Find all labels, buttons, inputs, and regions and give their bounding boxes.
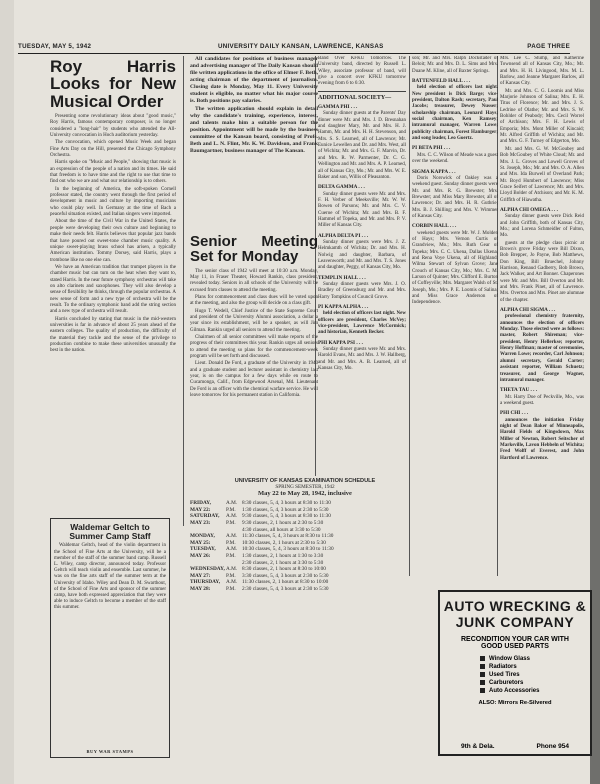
schedule-day: MAY 25:	[190, 539, 211, 546]
article-paragraph: Mr. and Mrs. G. W. McGoubey and Bob McGoubey of White Cloud; Mr. and Mrs. J. L. Groves and Lowell Groves of St. Joseph, Mo.; Mr. and Mrs. O. A. Allen and Mrs. Ida Burwell of Overland Park; Mr. Boyd Humbert of Lawrence; Miss Grace Seifert of Lawrence; Mr. and Mrs. Lloyd Bolder of Atchison; and Mr. K. M. Griffith of Hiawatha.	[500, 146, 584, 203]
schedule-ap: A.M.	[226, 579, 238, 586]
article-paragraph: Sunday dinner guests were Dick Reid and John Griffith, both of Kansas City, Mo.; and Lorena Schmeidler of Fulton, Mo.	[500, 214, 584, 239]
group-heading: ALPHA DELTA PI . . .	[318, 232, 369, 239]
schedule-day: WEDNESDAY,	[190, 566, 225, 573]
article-paragraph: weekend guests were Mr. W. J. Molden of Hays; Mrs. Vernon Curtis of Grandview, Mo.; Mrs. Ruth Gear of Topeka; Mrs. C. C. Ukena, Dallas Ukena, and Rena Voye Ukena, all of Highland; Wilma Stewart of Sylvan Grove; Jane Crouch of Kansas City, Mo.; Mrs. C. M. Larson of Quinter; Mrs. Clifford E. Burton of Coffeyville; Mrs. Margaret Walsh of St. Joseph, Mo.; Mrs. P. E. Loomis of Salina; and Miss Grace Anderson of Independence.	[412, 230, 498, 306]
schedule-row	[190, 553, 420, 560]
ad-subtitle: GOOD USED PARTS	[481, 643, 549, 650]
schedule-row	[190, 573, 420, 580]
article-paragraph: professional chemistry fraternity, announces the election of officers Monday. Those elected were as follows: master, Robert Shireman; vice-president, Henry Hellerkse; reporter, Henry Hoffman; master of ceremonies, Warren Lowe; recorder, Carl Johnson; alumni secretary, Gerald Carter; assistant reporter, William Schuetz; treasurer, and George Wagner, intramural manager.	[500, 314, 584, 383]
schedule-row	[190, 507, 420, 514]
schedule-text: 1:30 classes, 5, 4, 3 hours at 2:30 to 5:30	[242, 506, 329, 513]
schedule-ap	[226, 527, 242, 534]
article-paragraph: held election of officers last night. New president is Dick Barge; vice-president, Dalton Rash; secretary, Paul Jacobs; treasurer, Dewey Nusser; scholarship chairman, Leonard Hays; social chairman, Ken Ramsey; intramural manager, Warren Lowe; publicity chairman, Forest Hamburger; and song leader, Leo Goertz.	[412, 85, 498, 142]
geltch-boxed-article	[50, 518, 170, 758]
schedule-ap: A.M.	[226, 546, 238, 553]
divider	[318, 91, 406, 92]
bullet-square-icon	[480, 688, 485, 693]
article-paragraph: Sunday dinner guests were Mr. and Mrs. F. H. Verber of Meeksville; Mr. W. W. Bowen of Parsons; Mr. and Mrs. C. V. Cueroe of Wichita; Mr. and Mrs. B. F. Hammel of Topeka, and Mr. and Mrs. P. V. Miller of Kansas City.	[318, 191, 406, 229]
schedule-day: MONDAY,	[190, 533, 215, 540]
schedule-dates: May 22 to May 28, 1942, inclusive	[258, 489, 352, 497]
society-column-3	[500, 56, 584, 616]
schedule-day: MAY 22:	[190, 506, 211, 513]
bullet-square-icon	[480, 656, 485, 661]
schedule-ap: P.M.	[226, 539, 236, 546]
ad-item: Carburetors	[480, 680, 590, 686]
schedule-row	[190, 579, 420, 586]
schedule-text: 9:30 classes, 2, 1 hours at 2:30 to 5:30	[242, 519, 324, 526]
group-heading: ALPHA CHI OMEGA . . .	[500, 206, 558, 213]
senior-meeting-headline: Senior Meeting Set for Monday	[190, 233, 318, 266]
ad-footer	[440, 743, 590, 750]
article-paragraph: Sunday dinner guests were Mr. and Mrs. Harold Evans, Mr. and Mrs. J. W. Hallberg, and Mr. and Mrs. A. B. Learned, all of Kansas City, Mo.	[318, 347, 406, 372]
ad-phone: Phone 954	[536, 743, 570, 750]
folio-page-number: PAGE THREE	[527, 43, 570, 50]
article-paragraph: Mr. and Mrs. C. G. Loomis and Miss Marjorie Johnson of Salina; Mrs. E. H. Titus of Florence; Mr. and Mrs. J. S. Ledrine of Olathe; Mr. and Mrs. S. W. Bohlder of Peabody; Mrs. Cecil Worrel of Archison; Mrs. F. H. Lewis of Emporia; Mrs. Mont Miller of Kincaid; Mr. Alfred Griffith of Wichita; and Mr. and Mrs. G. F. Turney of Edgerton, Mo.	[500, 88, 584, 145]
schedule-day	[190, 560, 226, 567]
schedule-text: 3:30 classes, 5, 4, 3 hours at 2:30 to 5:30	[242, 572, 329, 579]
schedule-text: 11:30 classes, 5, 4, 3 hours at 8:30 to 11:30	[242, 533, 334, 540]
group-heading: CORBIN HALL . . .	[412, 223, 457, 230]
senior-meeting-article	[190, 232, 318, 480]
article-paragraph: Waldemar Geltch, head of the violin department in the School of Fine Arts at the University, will be a member of the staff of the summer band camp. Russell L. Wiley, camp director, announced today. Professor Geltch will teach violin and ensemble. Last summer, he was on the fine arts staff of the summer term at the University of Idaho. Wiley and Dean D. M. Swarthout, of the School of Fine Arts and sponsor of the summer camp, have both expressed appreciation that they were able to induce Geltch to become a member of the staff this summer.	[54, 543, 166, 611]
article-paragraph: Mrs. Lee C. Stump, and Katherine Townsend all of Kansas City, Mo.; Mr. and Mrs. H. H. Livingood, Mrs. M. L. Barlow, and Jeanne Margaret Barlow, all of Kansas City.	[500, 56, 584, 87]
article-paragraph: son; Mr. and Mrs. Ralph Dockstader of Beloit; Mr. and Mrs. D. L. Sims and Mrs. Duane M. Kline, all of Baxter Springs.	[412, 56, 498, 74]
article-paragraph: Doris Norswick of Oakley was a weekend guest. Sunday dinner guests were Mr. and Mrs. R. G. Brewster; Mrs. Brewster; and Miss Mary Brewster, all of Lawrence; Dr. and Mrs. H. R. Guthrie; Mrs. B. J. Shilling; and Mrs. V. Wimmer of Kansas City.	[412, 175, 498, 219]
schedule-ap: P.M.	[226, 552, 236, 559]
schedule-row	[190, 586, 420, 593]
schedule-semester: SPRING SEMESTER, 1942	[275, 484, 335, 490]
schedule-row	[190, 566, 420, 573]
schedule-text: 11:30 classes, 2, 1 hours at 8:30 to 10:00	[242, 579, 329, 586]
schedule-ap: P.M.	[226, 506, 236, 513]
column-rule	[183, 56, 184, 526]
group-heading: ALPHA CHI SIGMA . . .	[500, 307, 556, 314]
group-heading: SIGMA KAPPA . . .	[412, 168, 456, 175]
article-paragraph: In the beginning of America, the soft-spoken Cornell professor stated, the country went through the first period of development in music and culture by importing musicians who could play well. In Germany at the time of Bach a peaceful situation existed, and Italian singers were imported.	[50, 186, 176, 218]
bullet-square-icon	[480, 664, 485, 669]
schedule-day: MAY 27:	[190, 572, 211, 579]
article-paragraph: All candidates for positions of business manager and advertising manager of The Daily Kansan should file written applications in the office of Elmer F. Beth, acting chairman of the department of journalism. Closing date is Monday, May 11. Every University student is eligible, no matter what his major course is. Both positions pay salaries.	[190, 56, 318, 104]
article-paragraph: held election of officers last night. New officers are president, Charles McVey; vice-president, Lawrence McCormick; and historian, Kenneth Becker.	[318, 311, 406, 336]
schedule-ap: P.M.	[226, 519, 236, 526]
schedule-row	[190, 540, 420, 547]
schedule-text: 8:30 classes, 2, 1 hours at 8:30 to 10:00	[242, 566, 326, 573]
group-heading: PHI KAPPA PSI . . .	[318, 339, 363, 346]
ad-subtitle: RECONDITION YOUR CAR WITH	[461, 636, 569, 643]
article-paragraph: Band Over KFKU Tomorrow. The University band, directed by Russell L. Wiley, associate professor of band, will give a concert over KFKU tomorrow evening from 6 to 6:30.	[318, 56, 406, 87]
article-paragraph: Lieut. Donald De Ford, a graduate of the University in 1940 and a graduate student and lecturer assistant in chemistry last year, is on the campus for a few days while en route to Cucamonga, Calif., from Edgewood Arsenal, Md. Lieutenant De Ford is an officer with the chemical warfare service. He will leave tomorrow for his permanent station in California.	[190, 361, 318, 399]
ad-also-line: ALSO: Mirrors Re-Silvered	[478, 700, 552, 707]
bullet-square-icon	[480, 672, 485, 677]
schedule-text: 8:30 classes, 5, 4, 3 hours at 8:30 to 11:30	[242, 500, 331, 507]
auto-wrecking-ad	[438, 590, 592, 756]
war-stamps-line: BUY WAR STAMPS	[86, 748, 134, 754]
ad-item: Radiators	[480, 664, 590, 670]
schedule-row	[190, 513, 420, 520]
group-heading: THETA TAU . . .	[500, 387, 538, 394]
article-paragraph: Presenting some revolutionary ideas about "good music," Roy Harris, famous contemporary composer, is no longer considered a "long-hair" by students who attended the All-University convocation in Hoch auditorium yesterday.	[50, 113, 176, 139]
article-paragraph: Plans for commencement and class dues will be voted upon at the meeting, and also the group will decide on a class gift.	[190, 294, 318, 307]
group-heading: GAMMA PHI . . .	[318, 104, 358, 111]
schedule-day	[190, 527, 226, 534]
article-paragraph: guests at the pledge class picnic at Brown's grove Friday were Bill Dixon, Bob Brepper, Jo Payne, Bob Matthews, Don King, Bill Bruechel, Johnny Harrison, Renaud Gadberry, Bob Brown, Jack Walker, and Art Bonner. Chaperones were Mr. and Mrs. Bill Overton and Mr. and Mrs. Frank Pinet, all of Lawrence. Mrs. Overton and Mrs. Pinet are alumnae of the chapter.	[500, 240, 584, 303]
article-paragraph: Mrs. C. C. Wilson of Meade was a guest over the weekend.	[412, 152, 498, 165]
article-paragraph: We have an American tradition that trumpet players in the chamber music but can turn on the heat when they want to, stated Harris. In the near future symphony orchestras will take on alto clarinets and saxophones. They will also develop a sense of flexibility he thinks, through the popular orchestras. A new sense of form and a new type of orchestra will be the result. To the ordinary symphonic band add the string section and a new type of orchestra will result.	[50, 264, 176, 315]
article-paragraph: announces the initiation Friday night of Dean Baker of Minneapolis, Harold Fields of Kingsdown, Max Miller of Newton, Robert Seitscher of Marksville, Lavon Hebbeln of Wichita; Fred Wolff of Everest, and John Hartford of Lawrence.	[500, 417, 584, 461]
schedule-row	[190, 560, 420, 567]
schedule-ap: A.M.	[226, 533, 238, 540]
article-paragraph: Mr. Harry Doe of Peckville, Mo., was a weekend guest.	[500, 394, 584, 406]
schedule-ap	[226, 560, 242, 567]
group-heading: DELTA GAMMA . . .	[318, 184, 365, 191]
article-paragraph: Harris concluded by stating that music in the mid-western universities is far in advance of about 25 years ahead of the eastern colleges. The quality of production, the difficulty of the material they tackle and the sense of the privilege to production combine to make these universities unusually the best in the nation.	[50, 316, 176, 354]
article-paragraph: About the time of the Civil War in the United States, the people were developing their own culture and beginning to make their needs felt. Harris believes that popular jazz bands that have poured out sweet-tone chamber music quality. A unique sweet-playing brass school has arisen, a typically American institution. Tommy Dorsey, said Harris, plays a trombone like no one else can.	[50, 219, 176, 263]
schedule-text: 1:30 classes, 2, 1 hours at 1:30 to 3:30	[242, 552, 324, 559]
article-paragraph: Hugo T. Wedell, Chief Justice of the State Supreme Court and president of the University Alumni association, a dollar a year since its establishment, will be a speaker, as will Jim Gilman. Rankin urged all seniors to attend the meeting.	[190, 308, 318, 333]
schedule-row	[190, 546, 420, 553]
group-heading: TEMPLIN HALL . . .	[318, 274, 366, 281]
ad-item: Auto Accessories	[480, 688, 590, 694]
schedule-row	[190, 527, 420, 534]
schedule-day: MAY 23:	[190, 519, 211, 526]
group-heading: PI KAPPA ALPHA . . .	[318, 304, 369, 311]
schedule-text: 2:30 classes, 5, 4, 3 hours at 2:30 to 5:30	[242, 585, 329, 592]
article-paragraph: Chairmen of all senior committees will make reports of the progress of their committees this year. Rankin urges all seniors to attend the meeting so plans for the commencement-week program will be set forth and discussed.	[190, 335, 318, 360]
schedule-ap: A.M.	[226, 513, 238, 520]
page-folio	[18, 42, 570, 54]
article-paragraph: The written application should explain in detail why the candidate's training, experience, interest, and talents make him a suitable person for the position. Appointment will be made by the business committee of the Kansan board, consisting of Profs. Beth and L. N. Flint, Mr. K. W. Davidson, and Frank Baumgartner, business manager of The Kansan.	[190, 106, 318, 154]
schedule-text: 9:30 classes, 5, 4, 3 hours at 8:30 to 11:30	[242, 513, 331, 520]
ad-item: Used Tires	[480, 672, 590, 678]
ad-address: 9th & Dela.	[460, 743, 495, 750]
folio-title: UNIVERSITY DAILY KANSAN, LAWRENCE, KANSAS	[218, 43, 384, 50]
geltch-headline: Waldemar Geltch to Summer Camp Staff	[69, 522, 151, 541]
kansan-applications-article	[190, 56, 318, 231]
schedule-text: 10:30 classes, 5, 4, 3 hours at 8:30 to 11:30	[242, 546, 334, 553]
schedule-ap: P.M.	[226, 585, 236, 592]
schedule-day: MAY 26:	[190, 552, 211, 559]
schedule-day: FRIDAY,	[190, 500, 211, 507]
group-heading: PI BETA PHI . . .	[412, 145, 451, 152]
article-paragraph: Sunday dinner guests at the Parents' Day dinner were Mr. and Mrs. J. D. Bresnahan and daughter Mary, Mr. and Mrs. H. J. Hamm, Mr. and Mrs. H. H. Stevenson, and Mrs. S. S. Learned, all of Lawrence; Mr. Eunice Lewellen and Dr. and Mrs. West, all of Wichita; Mr. and Mrs. G. F. Marvin, Dr. and Mrs. R. W. Parmenter, Dr. C. G. Wellington and Mr. and Mrs. A. P. Learned, all of Kansas City, Mo.; Mr. and Mrs. W. E. Baker and son, Willis of Pleasanton.	[318, 111, 406, 180]
adjacent-page-edge	[0, 0, 15, 784]
schedule-row	[190, 520, 420, 527]
article-paragraph: Harris spoke on "Music and People," showing that music is an expression of the people of a nation and its times. He said that freedom is to have time and the right to use that time to find out who we are and what our relationship is to others.	[50, 160, 176, 185]
schedule-ap: P.M.	[226, 572, 236, 579]
article-paragraph: Sunday dinner guests were Mrs. J. O. Bradley of Greensburg and Mr. and Mrs. Harry Tompkins of Council Grove.	[318, 282, 406, 300]
schedule-row	[190, 500, 420, 507]
society-column-2	[412, 56, 498, 586]
schedule-day: MAY 28:	[190, 585, 211, 592]
article-paragraph: Sunday dinner guests were Mrs. J. Z. Helmkamth of Wichita; Dr. and Mrs. H. Nolwig and daughter, Barbara, of Leavenworth; and Mr. and Mrs. T. S. Jones and daughter, Peggy, of Kansas City, Mo.	[318, 239, 406, 271]
schedule-ap: A.M.	[226, 566, 238, 573]
folio-date: TUESDAY, MAY 5, 1942	[18, 43, 92, 50]
group-heading: BATTENFELD HALL . . .	[412, 78, 471, 85]
schedule-title: UNIVERSITY OF KANSAS EXAMINATION SCHEDULE	[234, 478, 376, 484]
society-heading: ADDITIONAL SOCIETY—	[318, 94, 392, 101]
schedule-day: SATURDAY,	[190, 513, 220, 520]
society-column-1	[318, 56, 406, 474]
harris-headline: Roy Harris Looks for New Musical Order	[50, 57, 176, 111]
schedule-day: THURSDAY,	[190, 579, 221, 586]
schedule-ap: A.M.	[226, 500, 238, 507]
ad-title: AUTO WRECKING & JUNK COMPANY	[443, 598, 587, 630]
schedule-text: 4:30 classes, all hours at 3:30 to 5:30	[242, 526, 321, 533]
bullet-square-icon	[480, 680, 485, 685]
ad-item: Window Glass	[480, 656, 590, 662]
schedule-text: 10:30 classes, 2, 1 hours at 2:30 to 5:30	[242, 539, 326, 546]
schedule-day: TUESDAY,	[190, 546, 216, 553]
article-paragraph: The senior class of 1942 will meet at 10:30 a.m. Monday, May 11, in Fraser Theater, Howard Rankin, class president, revealed today. Seniors in all schools of the University will be excused from classes to attend the meeting.	[190, 268, 318, 293]
schedule-row	[190, 533, 420, 540]
exam-schedule	[190, 478, 420, 774]
group-heading: PHI CHI . . .	[500, 410, 529, 417]
schedule-text: 2:30 classes, 2, 1 hours at 3:30 to 5:30	[242, 559, 324, 566]
schedule-rows	[190, 500, 420, 592]
article-paragraph: The convocation, which opened Music Week and began Fine Arts Day on the Hill, presented the Chicago Symphony Orchestra.	[50, 140, 176, 159]
harris-article	[50, 56, 176, 566]
